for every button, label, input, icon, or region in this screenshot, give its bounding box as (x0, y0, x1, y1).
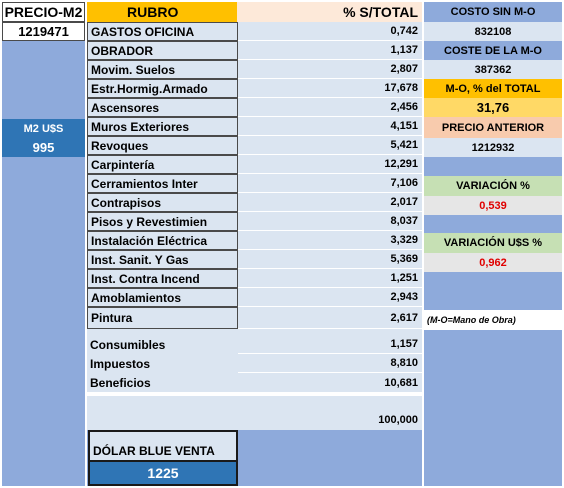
table-row-label: Inst. Sanit. Y Gas (87, 250, 238, 269)
m2-usd-label: M2 U$S (2, 119, 85, 138)
precio-anterior-value: 1212932 (424, 138, 562, 157)
coste-mo-value: 387362 (424, 60, 562, 79)
table-row-value: 5,421 (238, 136, 422, 155)
table-row-label: Instalación Eléctrica (87, 231, 238, 250)
left-column-fill (2, 40, 85, 486)
table-row-label: Pintura (87, 307, 238, 329)
mano-de-obra-note: (M-O=Mano de Obra) (424, 310, 562, 330)
pct-total-header: % S/TOTAL (237, 2, 422, 22)
variacion-usd-value: 0,962 (424, 253, 562, 272)
total-value: 100,000 (378, 414, 418, 426)
table-row-label: Estr.Hormig.Armado (87, 79, 238, 98)
mo-pct-value: 31,76 (424, 98, 562, 117)
table-row-label: Carpintería (87, 155, 238, 174)
table-row-value: 2,456 (238, 98, 422, 117)
m2-usd-value: 995 (2, 138, 85, 157)
table-row-value: 2,807 (238, 60, 422, 79)
table-row-value: 1,251 (238, 269, 422, 288)
table-row-label: Contrapisos (87, 193, 238, 212)
table-row-label: Inst. Contra Incend (87, 269, 238, 288)
precio-anterior-label: PRECIO ANTERIOR (424, 117, 562, 138)
table-row-value: 3,329 (238, 231, 422, 250)
table-row-label: Pisos y Revestimien (87, 212, 238, 231)
variacion-label: VARIACIÓN % (424, 176, 562, 196)
table-row-value: 8,810 (238, 354, 422, 373)
table-row-value: 2,943 (238, 288, 422, 307)
table-row-value: 17,678 (238, 79, 422, 98)
precio-m2-title: PRECIO-M2 (2, 2, 85, 22)
table-row-label: Beneficios (87, 373, 238, 392)
table-row-label: Impuestos (87, 354, 238, 373)
costo-sin-mo-label: COSTO SIN M-O (424, 2, 562, 22)
table-row-label: Amoblamientos (87, 288, 238, 307)
table-row-label: Revoques (87, 136, 238, 155)
rubro-table (87, 22, 422, 395)
table-row-value: 5,369 (238, 250, 422, 269)
table-row-label: Cerramientos Inter (87, 174, 238, 193)
table-row-value: 2,617 (238, 307, 422, 329)
variacion-usd-label: VARIACIÓN U$S % (424, 233, 562, 253)
table-row-value: 10,681 (238, 373, 422, 392)
table-row-label: GASTOS OFICINA (87, 22, 238, 41)
coste-mo-label: COSTE DE LA M-O (424, 41, 562, 60)
table-row-value: 12,291 (238, 155, 422, 174)
mo-pct-label: M-O, % del TOTAL (424, 79, 562, 98)
table-row-label: Ascensores (87, 98, 238, 117)
table-row-value: 1,137 (238, 41, 422, 60)
table-row-value: 0,742 (238, 22, 422, 41)
table-row-label: OBRADOR (87, 41, 238, 60)
table-row-label: Consumibles (87, 335, 238, 354)
table-row-value: 1,157 (238, 335, 422, 354)
table-row-label: Muros Exteriores (87, 117, 238, 136)
dolar-label: DÓLAR BLUE VENTA (88, 430, 238, 462)
dolar-value: 1225 (88, 462, 238, 486)
table-row-label: Movim. Suelos (87, 60, 238, 79)
variacion-value: 0,539 (424, 196, 562, 215)
costo-sin-mo-value: 832108 (424, 22, 562, 41)
precio-m2-value: 1219471 (2, 22, 85, 41)
table-row-value: 4,151 (238, 117, 422, 136)
table-row-value: 8,037 (238, 212, 422, 231)
table-row-value: 7,106 (238, 174, 422, 193)
rubro-header: RUBRO (87, 2, 237, 22)
table-row-value: 2,017 (238, 193, 422, 212)
